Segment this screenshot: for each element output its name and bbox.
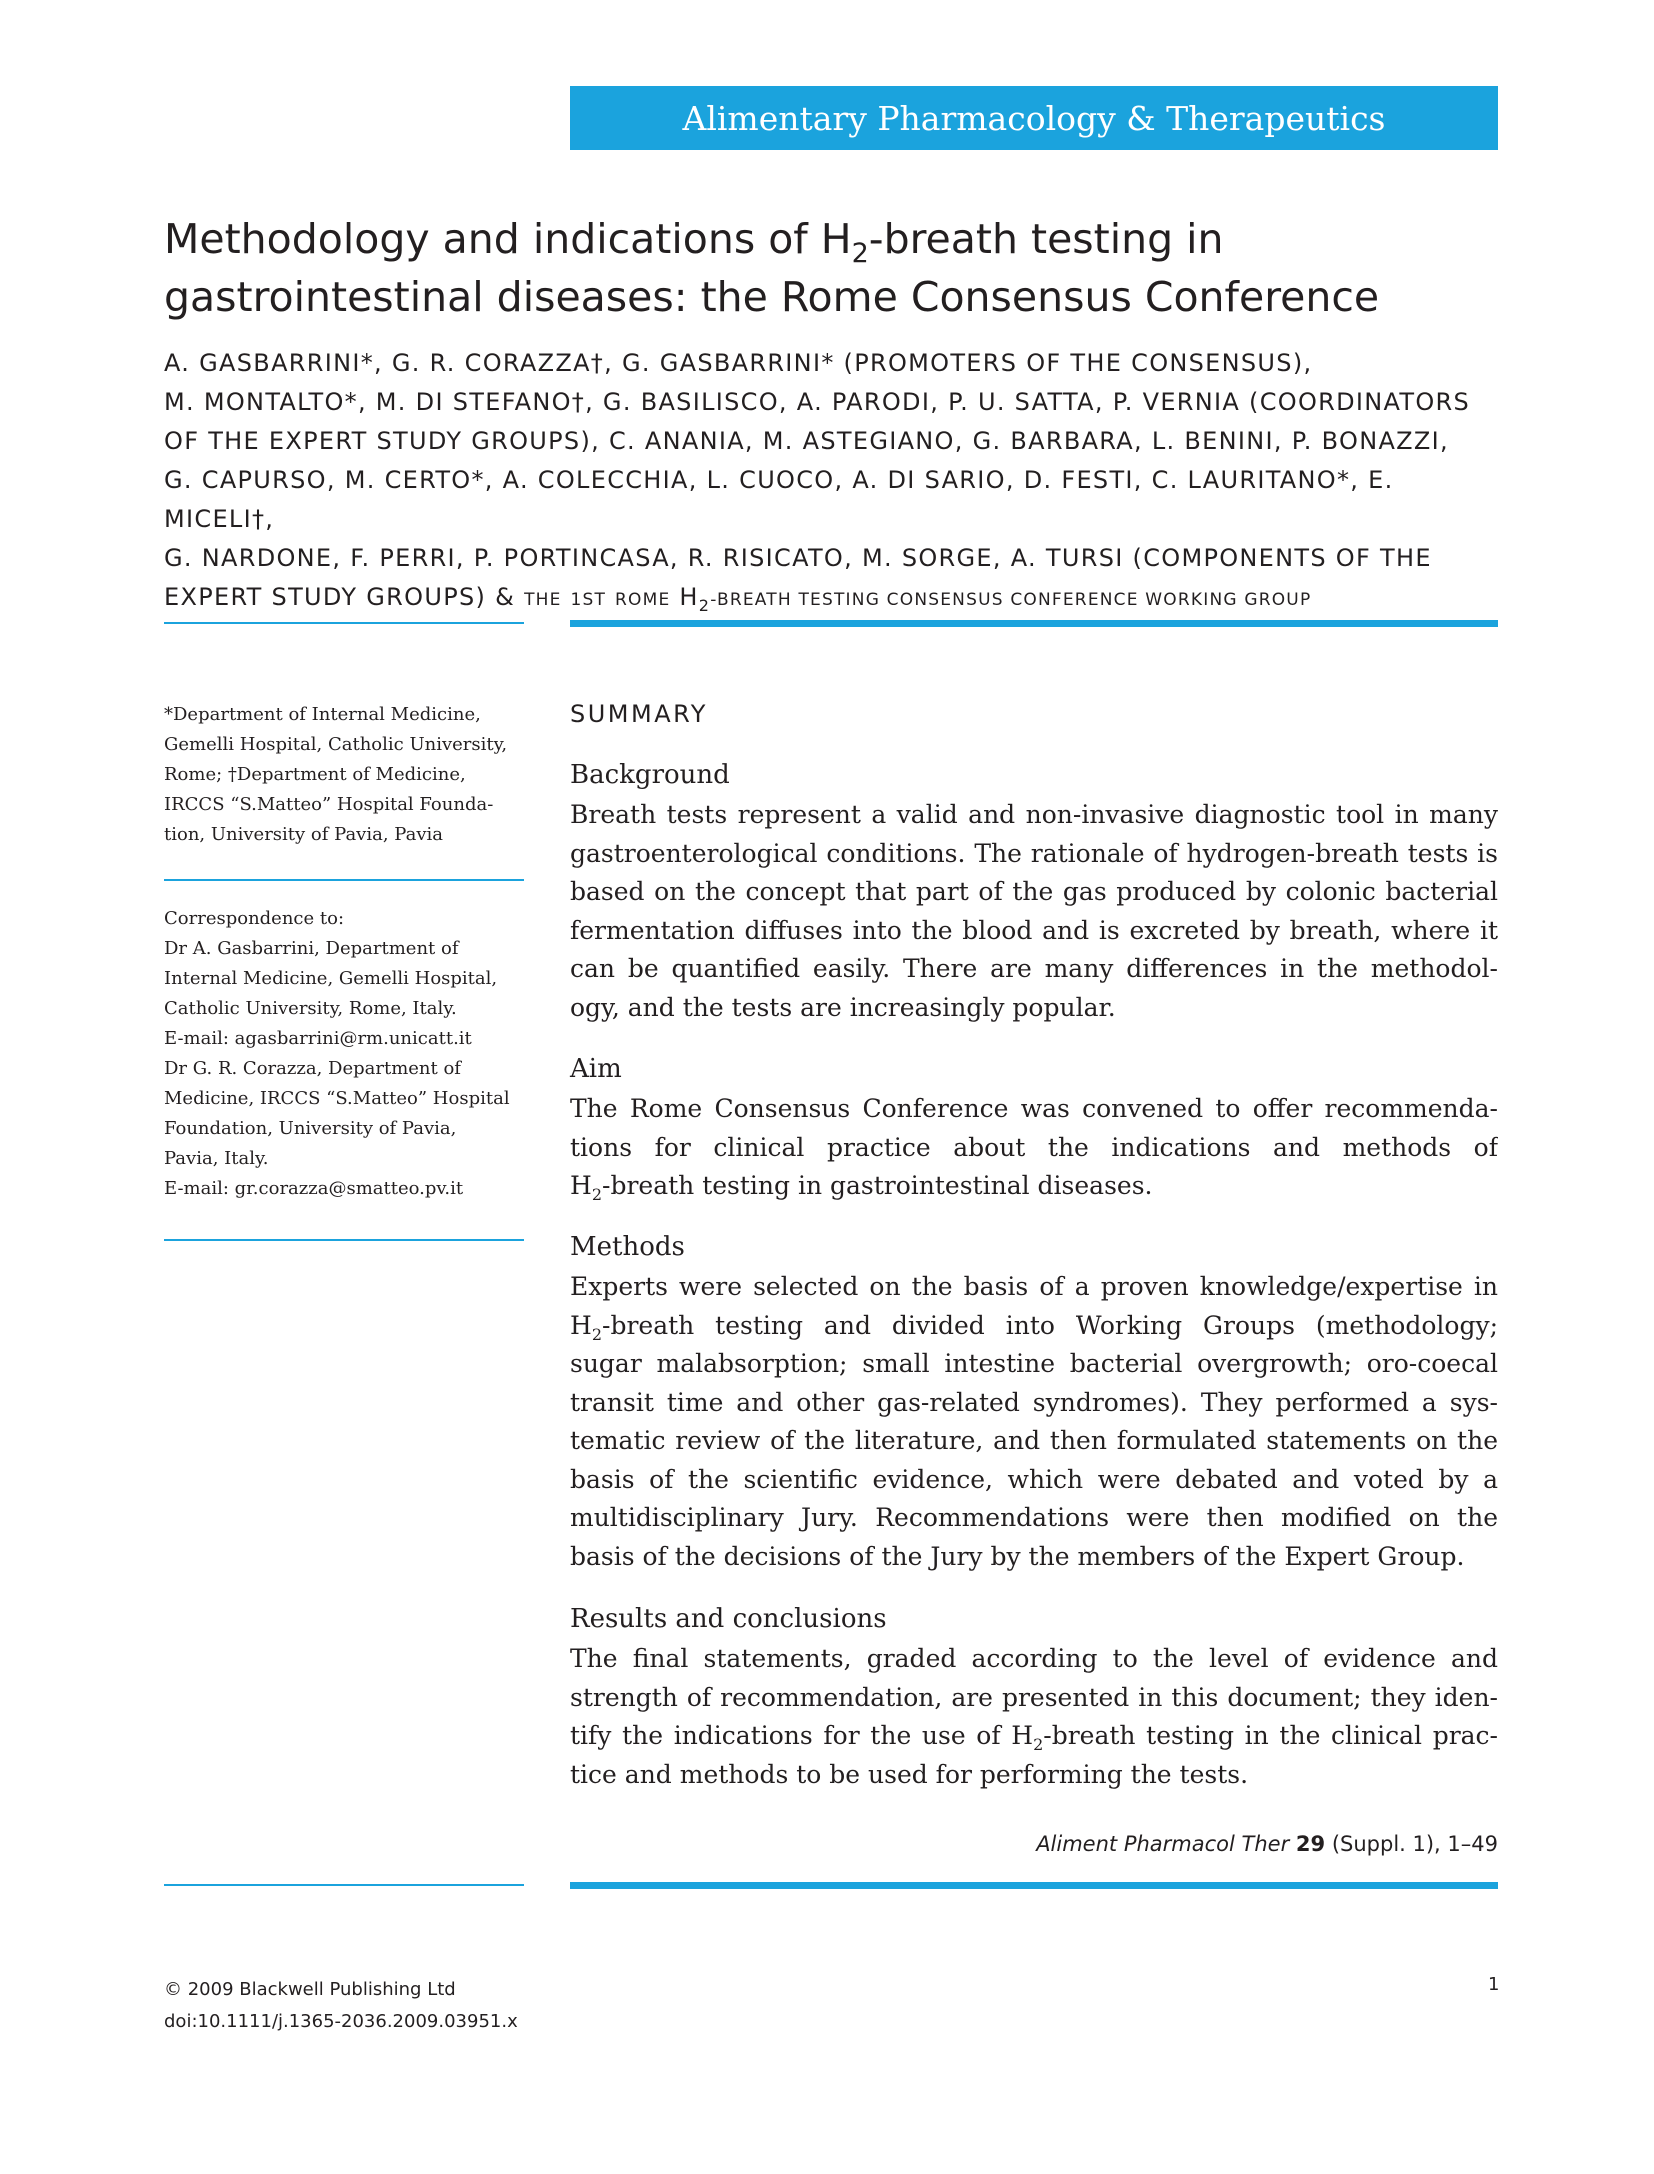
affiliation-line: tion, University of Pavia, Pavia bbox=[164, 824, 443, 845]
article-title bbox=[164, 210, 1504, 326]
results-heading: Results and conclusions bbox=[570, 1604, 887, 1634]
correspondence-line: Dr A. Gasbarrini, Department of bbox=[164, 938, 459, 959]
summary-heading: SUMMARY bbox=[570, 700, 708, 728]
citation-rest: (Suppl. 1), 1–49 bbox=[1331, 1832, 1498, 1856]
affiliation-line: Rome; †Department of Medicine, bbox=[164, 764, 466, 785]
text-line: strength of recommendation, are presented in this document; they iden- bbox=[570, 1682, 1498, 1712]
background-heading: Background bbox=[570, 760, 730, 790]
citation-volume: 29 bbox=[1295, 1832, 1326, 1856]
author-line: M. MONTALTO*, M. DI STEFANO†, G. BASILISCO, A. PARODI, P. U. SATTA, P. VERNIA (COORDINATORS bbox=[164, 388, 1471, 416]
small-caps-text: 1ST bbox=[570, 590, 607, 610]
correspondence bbox=[164, 904, 524, 1204]
affiliation-line: *Department of Internal Medicine, bbox=[164, 704, 481, 725]
author-line: OF THE EXPERT STUDY GROUPS), C. ANANIA, M. ASTEGIANO, G. BARBARA, L. BENINI, P. BONAZZI, bbox=[164, 427, 1449, 455]
text-line: Experts were selected on the basis of a proven knowledge/expertise in bbox=[570, 1272, 1498, 1301]
text-line: tematic review of the literature, and then formulated statements on the bbox=[570, 1426, 1498, 1455]
text-line: basis of the decisions of the Jury by the members of the Expert Group. bbox=[570, 1541, 1465, 1571]
text-line: can be quantified easily. There are many differences in the methodol- bbox=[570, 954, 1498, 983]
divider bbox=[164, 879, 524, 881]
footer bbox=[164, 1974, 518, 2038]
subscript: 2 bbox=[591, 1324, 602, 1344]
text-fragment: H bbox=[570, 1171, 592, 1200]
methods-heading: Methods bbox=[570, 1232, 685, 1262]
text-line: ogy, and the tests are increasingly popular. bbox=[570, 992, 1116, 1022]
title-part2: -breath testing in bbox=[868, 215, 1224, 263]
background-text bbox=[570, 796, 1498, 1027]
text-line: The Rome Consensus Conference was convened to offer recommenda- bbox=[570, 1094, 1498, 1123]
text-line: The final statements, graded according to the level of evidence and bbox=[570, 1644, 1498, 1673]
author-line-working-group bbox=[164, 578, 1504, 620]
aim-heading: Aim bbox=[570, 1054, 622, 1084]
text-fragment: -breath testing and divided into Working Groups (methodology; bbox=[602, 1310, 1498, 1340]
text-fragment: tify the indications for the use of H bbox=[570, 1721, 1034, 1750]
aim-text bbox=[570, 1090, 1498, 1206]
text-fragment: -breath testing in gastrointestinal diseases. bbox=[602, 1171, 1153, 1200]
results-text bbox=[570, 1640, 1498, 1794]
author-list bbox=[164, 344, 1504, 620]
author-line: G. CAPURSO, M. CERTO*, A. COLECCHIA, L. CUOCO, A. DI SARIO, D. FESTI, C. LAURITANO*, E. MICELI†, bbox=[164, 466, 1394, 533]
text-line: gastroenterological conditions. The rationale of hydrogen-breath tests is bbox=[570, 838, 1498, 868]
citation-journal: Aliment Pharmacol Ther bbox=[1036, 1832, 1290, 1856]
correspondence-line: Medicine, IRCCS “S.Matteo” Hospital bbox=[164, 1088, 510, 1109]
email-link[interactable]: E-mail: gr.corazza@smatteo.pv.it bbox=[164, 1178, 464, 1199]
divider bbox=[164, 1884, 524, 1886]
text-line bbox=[570, 1167, 1498, 1206]
divider bbox=[164, 1239, 524, 1241]
text-line: tions for clinical practice about the indications and methods of bbox=[570, 1132, 1498, 1162]
affiliation-line: Gemelli Hospital, Catholic University, bbox=[164, 734, 508, 755]
text-line: multidisciplinary Jury. Recommendations were then modified on the bbox=[570, 1503, 1498, 1532]
correspondence-line: Pavia, Italy. bbox=[164, 1148, 269, 1169]
journal-citation bbox=[1036, 1832, 1498, 1856]
correspondence-line: Dr G. R. Corazza, Department of bbox=[164, 1058, 461, 1079]
text-line: fermentation diffuses into the blood and is excreted by breath, where it bbox=[570, 915, 1498, 945]
affiliation-line: IRCCS “S.Matteo” Hospital Founda- bbox=[164, 794, 494, 815]
text-line bbox=[570, 1307, 1498, 1346]
divider bbox=[570, 1882, 1498, 1889]
doi-link[interactable]: doi:10.1111/j.1365-2036.2009.03951.x bbox=[164, 2011, 518, 2032]
author-text: EXPERT STUDY GROUPS) & bbox=[164, 583, 525, 611]
text-line: Breath tests represent a valid and non-invasive diagnostic tool in many bbox=[570, 800, 1498, 829]
subscript: 2 bbox=[591, 1185, 602, 1204]
correspondence-line: Foundation, University of Pavia, bbox=[164, 1118, 457, 1139]
author-text: H bbox=[679, 583, 699, 611]
methods-text bbox=[570, 1268, 1498, 1576]
small-caps-text: -BREATH TESTING CONSENSUS CONFERENCE WORKING GROUP bbox=[710, 590, 1312, 610]
title-line2: gastrointestinal diseases: the Rome Consensus Conference bbox=[164, 273, 1380, 321]
correspondence-line: Internal Medicine, Gemelli Hospital, bbox=[164, 968, 498, 989]
text-fragment: H bbox=[570, 1310, 592, 1340]
divider bbox=[570, 620, 1498, 627]
subscript: 2 bbox=[1033, 1735, 1044, 1754]
text-line: tice and methods to be used for performing the tests. bbox=[570, 1759, 1249, 1789]
text-line bbox=[570, 1717, 1498, 1756]
affiliations bbox=[164, 700, 524, 850]
text-fragment: -breath testing in the clinical prac- bbox=[1043, 1721, 1498, 1750]
journal-name: Alimentary Pharmacology & Therapeutics bbox=[682, 98, 1386, 138]
author-line: A. GASBARRINI*, G. R. CORAZZA†, G. GASBARRINI* (PROMOTERS OF THE CONSENSUS), bbox=[164, 349, 1313, 377]
correspondence-line: Correspondence to: bbox=[164, 908, 345, 929]
journal-banner bbox=[570, 86, 1498, 150]
text-line: sugar malabsorption; small intestine bacterial overgrowth; oro-coecal bbox=[570, 1349, 1498, 1378]
text-line: basis of the scientific evidence, which were debated and voted by a bbox=[570, 1464, 1498, 1494]
copyright: © 2009 Blackwell Publishing Ltd bbox=[164, 1979, 456, 2000]
page-number: 1 bbox=[1488, 1974, 1500, 1995]
small-caps-text: ROME bbox=[615, 590, 671, 610]
title-subscript: 2 bbox=[851, 238, 869, 270]
correspondence-line: Catholic University, Rome, Italy. bbox=[164, 998, 457, 1019]
text-line: based on the concept that part of the gas produced by colonic bacterial bbox=[570, 877, 1498, 906]
email-link[interactable]: E-mail: agasbarrini@rm.unicatt.it bbox=[164, 1028, 472, 1049]
divider bbox=[164, 622, 524, 624]
subscript: 2 bbox=[698, 595, 711, 615]
small-caps-text: THE bbox=[524, 590, 562, 610]
text-line: transit time and other gas-related syndromes). They performed a sys- bbox=[570, 1387, 1498, 1417]
author-line: G. NARDONE, F. PERRI, P. PORTINCASA, R. RISICATO, M. SORGE, A. TURSI (COMPONENTS OF THE bbox=[164, 544, 1432, 572]
title-part1: Methodology and indications of H bbox=[164, 215, 852, 263]
